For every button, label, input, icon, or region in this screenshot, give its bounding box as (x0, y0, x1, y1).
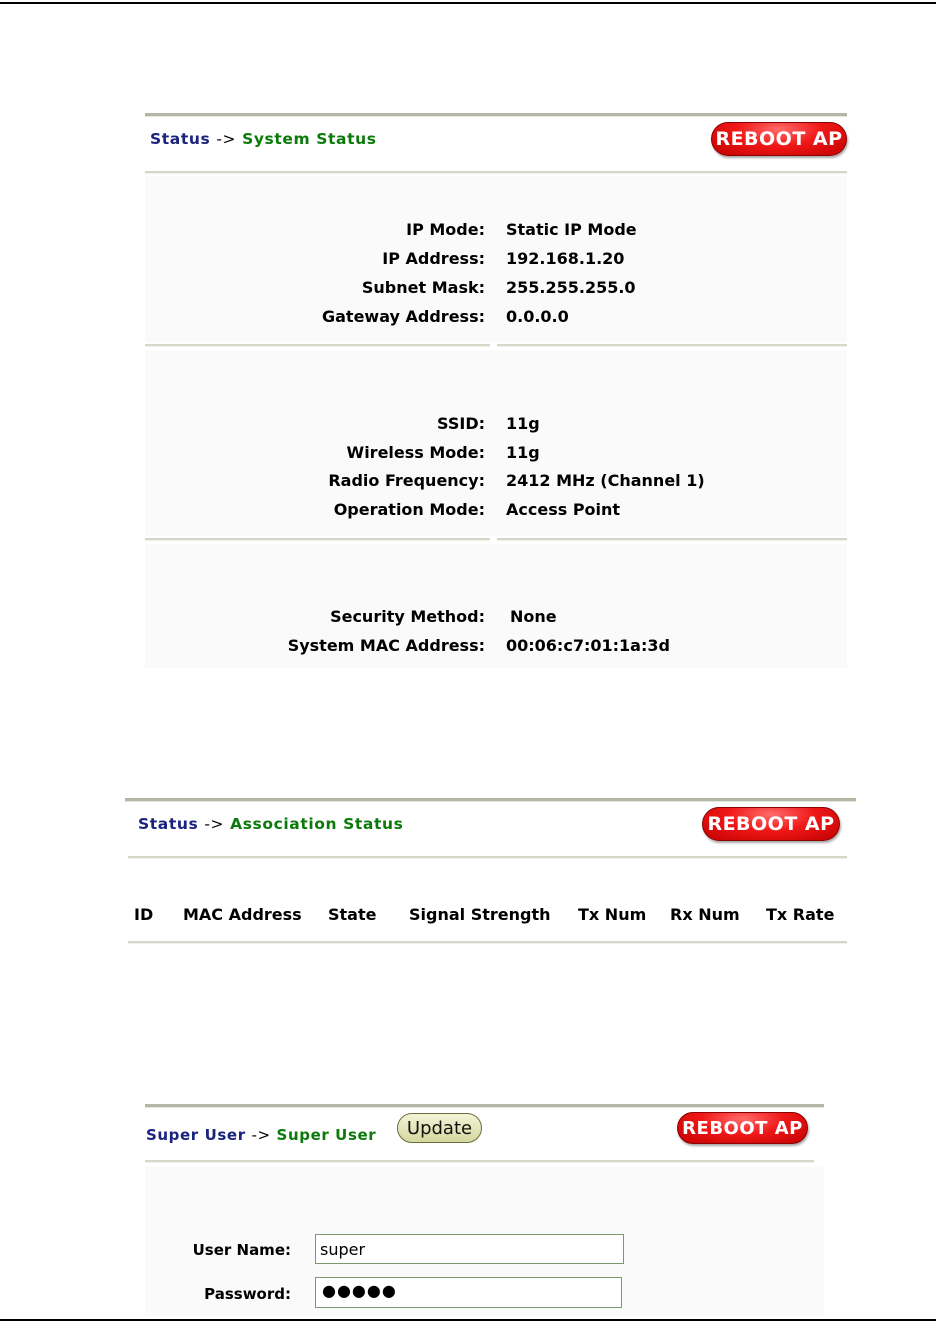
update-button[interactable]: Update (397, 1113, 482, 1143)
username-label: User Name: (192, 1241, 291, 1259)
table-divider (128, 941, 847, 944)
column-signal-strength: Signal Strength (409, 905, 551, 924)
gateway-address-label: Gateway Address: (322, 307, 485, 326)
column-mac-address: MAC Address (183, 905, 302, 924)
section-divider-right (497, 538, 847, 541)
column-tx-rate: Tx Rate (766, 905, 835, 924)
password-field[interactable] (315, 1277, 622, 1308)
password-mask: ●●●●● (322, 1281, 397, 1300)
wireless-section (145, 350, 847, 536)
header-bottom-divider (128, 856, 847, 859)
radio-frequency-value: 2412 MHz (Channel 1) (506, 471, 705, 490)
breadcrumb (150, 130, 377, 148)
operation-mode-label: Operation Mode: (333, 500, 485, 519)
breadcrumb-parent[interactable]: Super User (146, 1126, 246, 1144)
security-method-value: None (510, 607, 557, 626)
header-bottom-divider (145, 1160, 814, 1163)
system-mac-address-label: System MAC Address: (287, 636, 485, 655)
security-method-label: Security Method: (330, 607, 485, 626)
radio-frequency-label: Radio Frequency: (328, 471, 485, 490)
breadcrumb-arrow: -> (251, 1126, 271, 1144)
reboot-ap-button[interactable]: REBOOT AP (677, 1112, 808, 1144)
header-divider (145, 1104, 824, 1108)
password-label: Password: (204, 1285, 291, 1303)
system-mac-address-value: 00:06:c7:01:1a:3d (506, 636, 670, 655)
breadcrumb-current: Association Status (230, 815, 404, 833)
security-section (145, 544, 847, 668)
username-input[interactable] (315, 1234, 624, 1264)
breadcrumb (138, 815, 403, 833)
column-rx-num: Rx Num (670, 905, 740, 924)
breadcrumb-current: Super User (276, 1126, 377, 1144)
column-tx-num: Tx Num (578, 905, 647, 924)
network-section (145, 176, 847, 342)
reboot-ap-button[interactable]: REBOOT AP (702, 807, 840, 841)
subnet-mask-value: 255.255.255.0 (506, 278, 636, 297)
breadcrumb-current: System Status (242, 130, 377, 148)
breadcrumb-parent[interactable]: Status (150, 130, 211, 148)
breadcrumb-arrow: -> (204, 815, 225, 833)
header-bottom-divider (145, 171, 847, 174)
ip-mode-value: Static IP Mode (506, 220, 637, 239)
column-id: ID (134, 905, 154, 924)
wireless-mode-label: Wireless Mode: (346, 443, 485, 462)
breadcrumb-parent[interactable]: Status (138, 815, 199, 833)
ip-mode-label: IP Mode: (406, 220, 485, 239)
wireless-mode-value: 11g (506, 443, 540, 462)
gateway-address-value: 0.0.0.0 (506, 307, 569, 326)
header-divider (125, 798, 856, 802)
ssid-label: SSID: (437, 414, 485, 433)
breadcrumb (146, 1126, 376, 1144)
header-divider (145, 113, 847, 117)
reboot-ap-button[interactable]: REBOOT AP (711, 122, 847, 156)
section-divider-right (497, 344, 847, 347)
subnet-mask-label: Subnet Mask: (361, 278, 485, 297)
section-divider-left (145, 538, 490, 541)
column-state: State (328, 905, 377, 924)
ssid-value: 11g (506, 414, 540, 433)
ip-address-value: 192.168.1.20 (506, 249, 625, 268)
page-bottom-rule (0, 1319, 936, 1321)
operation-mode-value: Access Point (506, 500, 621, 519)
page-top-rule (0, 2, 936, 4)
breadcrumb-arrow: -> (216, 130, 237, 148)
section-divider-left (145, 344, 490, 347)
ip-address-label: IP Address: (382, 249, 485, 268)
